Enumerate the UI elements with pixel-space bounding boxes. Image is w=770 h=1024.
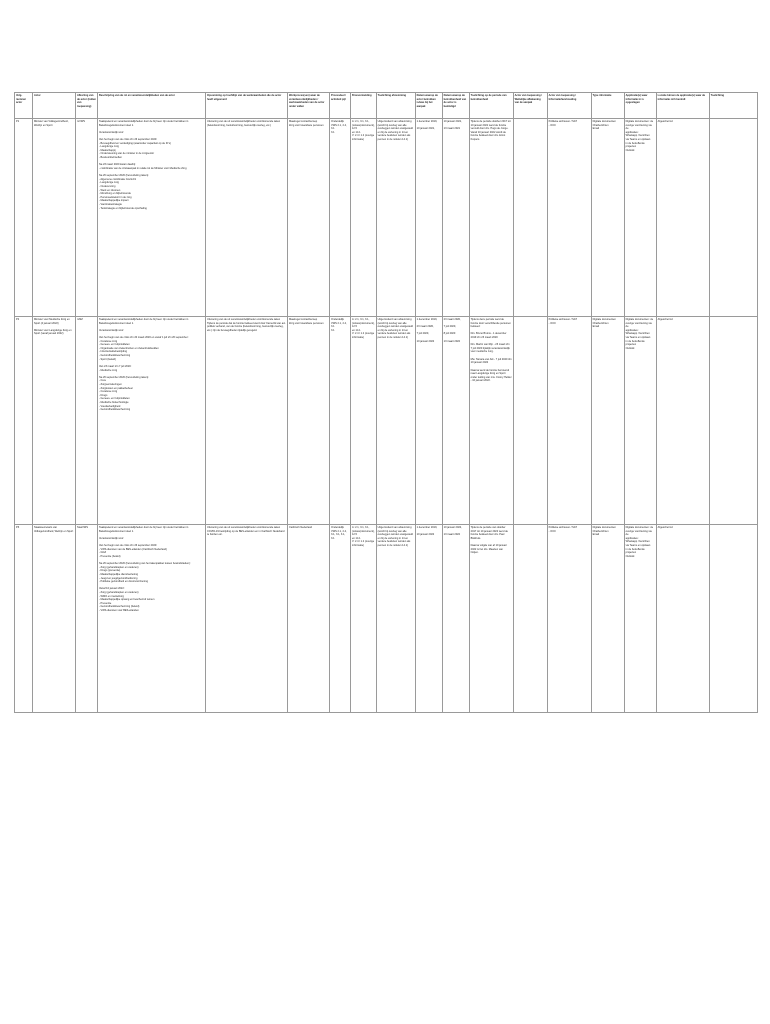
cell-line: - Personeelstekort in de zorg [99, 195, 132, 199]
cell-line: Staatssecretaris van Volksgezondheid, Welzijn en Sport [34, 526, 74, 533]
period-cell [469, 119, 513, 317]
table-row [15, 525, 758, 713]
source-cell [351, 525, 377, 713]
cell-line: overige voorziening via de [625, 321, 652, 329]
end-date-cell [442, 525, 469, 713]
cell-line: Outlook [625, 346, 635, 350]
cell-line: - Bestuursbehoeften [99, 156, 122, 160]
cell-line: Email [592, 127, 600, 131]
cell-line: overige voorziening via de [625, 529, 652, 537]
cell-line: - Teststrategie en bijbehorende opschaling [99, 206, 147, 210]
cell-line: - Werk en inkomen [99, 188, 121, 192]
cell-line: Email [592, 533, 600, 537]
cell-line: VWS 2.1, 2.4, [331, 123, 347, 127]
cell-line: en 14.1 [352, 536, 361, 540]
cell-line: - Curatieve zorg [99, 339, 118, 343]
cell-line: - Maatschappelijke impact [99, 199, 129, 203]
cell-line: Na 26 september 2020 (herverdeling taken): [99, 174, 149, 178]
period-cell [469, 525, 513, 713]
cell-line: Uitgezonderd van afstemming (wordt bij overleg van alle overleggen worden vastgesteld en bij de verlening in 14 en verdere besluiten worden als pennen in de notulen 14.1) [377, 318, 413, 340]
cell-line: Digitale documenten [592, 318, 616, 321]
role-cell [98, 119, 206, 317]
role-cell [98, 525, 206, 713]
cell-line: Uitvoering van de uit verantwoordelijkheden voortkomende taken [207, 318, 281, 321]
header-cell: Bronvermelding [351, 93, 377, 119]
cell-line: - Vaccinatiestrategie [99, 203, 122, 207]
cell-line [515, 318, 546, 322]
cell-line: 3.1 [331, 130, 335, 134]
cell-line: 3.1 [331, 325, 335, 329]
cell-line: Van het begin van de crisis t/m 26 september 2020: [99, 544, 157, 548]
cell-line: - Zorg (gehandicapten en ouderen) [99, 590, 139, 594]
cell-line: Verantwoordelijk voor: [99, 130, 125, 134]
cell-line: projecten [625, 551, 637, 555]
header-row [15, 93, 758, 119]
cell-line: Van het begin van de crisis t/m 26 september 2020: [99, 138, 157, 142]
period-cell [469, 317, 513, 525]
cell-line: Na 23 maart 2020 kwam daarbij: [99, 163, 136, 167]
cell-line: - Preventie (beleid) [99, 554, 121, 558]
info-management-cell [547, 317, 591, 525]
header-cell: Opsomming op hoofdlijn van de werkzaamheden die de actor heeft uitgevoerd [206, 93, 288, 119]
header-cell: Actor [33, 93, 76, 119]
info-type-cell [591, 317, 624, 525]
abbreviation-cell: mMZ [76, 317, 98, 525]
cell-line: Minister voor Langdurige Zorg en Sport (vanaf januari 2022) [34, 328, 72, 336]
cell-line: Taakspelend en verantwoordelijkheden door de bij heen zijn ouder betrokken in Beleidsregelsdocument deel 1. [99, 526, 189, 533]
cell-line: Chatberichten [592, 321, 609, 325]
cell-line: - Organisatie van ziekenhuizen en ziekenhuisbedden [99, 346, 159, 350]
header-cell: Werkproces(sen) waar de verantwoordelijkheden / werkzaamheden van de actor onder vallen [288, 93, 330, 119]
cell-line: - Maatschappelijke opvang en beschermd wonen [99, 598, 155, 602]
cell-line: - Voedselveiligheid [99, 404, 121, 408]
start-date-cell [415, 317, 442, 525]
note-cell [709, 525, 757, 713]
cell-line: via Teams en opslaan [625, 138, 651, 142]
actor-cell [33, 317, 76, 525]
cell-line: Afgeschermd [657, 318, 673, 321]
cell-line: 7 juli 2020, [443, 325, 456, 329]
coordination-cell [376, 119, 415, 317]
cell-line: 13 maart 2021 [443, 127, 461, 131]
cell-line: - Ouderenzorg [99, 184, 116, 188]
cell-line: projecten [625, 145, 637, 149]
process-cell [288, 525, 330, 713]
abbreviation-cell: StasVWS [76, 525, 98, 713]
cell-line: Uitvoering van de uit verantwoordelijkheden voortkomende taken (beleidsvorming, besluitvorming, bestuurlijk overleg, etc.) [207, 120, 281, 127]
cell-line: - Maatschappelijke dienstverlening [99, 572, 139, 576]
cell-line: - Genees- en hulpmiddelen [99, 397, 130, 401]
cell-line: - Bevoegdheid en verdediging (waaronder capaciteit op de IC's) [99, 141, 171, 145]
cell-line: - Drugs (preventie) [99, 569, 121, 573]
cell-line: Digitale documenten [592, 120, 616, 123]
cell-line [711, 120, 756, 124]
cell-line: Whatsapp / berichten [625, 332, 650, 336]
cell-line: 3.1 [331, 127, 335, 131]
header-cell: Datum waarop de betrokkenheid van de actor is beëindigd [442, 93, 469, 119]
cell-line: overige voorziening via de [625, 123, 652, 131]
header-cell: Toelichting afstemming [376, 93, 415, 119]
cell-line: - Medische zorg [99, 368, 118, 372]
cell-line: VWS 2.1, 2.4, [331, 321, 347, 325]
cell-line [711, 526, 756, 530]
cell-line: - Algemene coördinatie Covid-19 [99, 177, 136, 181]
cell-line: - OCC [548, 123, 556, 127]
cell-line: Maatregel contactberoep [289, 120, 318, 123]
cell-line: Chatberichten [592, 529, 609, 533]
cell-line: Outlook [625, 148, 635, 152]
cell-line: A: 2.1, 3.1, 3.1, (ontwerpdocument), 12.5 [352, 318, 375, 329]
cell-line [515, 526, 546, 530]
cell-line: V: 2.4 / 1.2 (overige informatie) [352, 332, 375, 340]
cell-line: - Medische biotechnologie [99, 401, 129, 405]
cell-line: Minister voor Medische Zorg en Sport (4 januari 2022) [34, 318, 70, 325]
number-cell: P1 [15, 119, 33, 317]
header-cell: Beschrijving van de rol en verantwoordelijkheden van de actor [98, 93, 206, 119]
cell-line: 13 maart 2022 [443, 533, 461, 537]
applications-cell [624, 525, 656, 713]
cell-line: - Zorgkosten en pakketbeheer [99, 386, 133, 390]
location-cell [656, 317, 709, 525]
cell-line: - Langdurige zorg [99, 145, 119, 149]
cell-line: - Jeugd en jeugdgezondheidszorg [99, 576, 138, 580]
cell-line: Maatregel contactberoep [289, 318, 318, 321]
process-part-cell [330, 119, 351, 317]
cell-line: Uitgezonderd van afstemming (wordt bij overleg van alle overleggen worden vastgesteld en bij de verlening in 14 en verdere besluiten worden als pennen in de notulen 14.1) [377, 526, 413, 548]
cell-line: Van 23 maart t/m 7 juli 2020: [99, 364, 132, 368]
cell-line: in de betreffende [625, 547, 645, 551]
cell-line: - Cure [99, 379, 107, 383]
location-cell [656, 525, 709, 713]
cell-line: Vanaf 10 januari 2022: [99, 587, 125, 591]
cell-line: Van het begin van de crisis t/m 20 maart 2020 en vanaf 1 juli t/m 26 september: [99, 336, 189, 340]
cell-line: Politieke archieven / SAT [548, 120, 577, 123]
cell-line: - Langdurige zorg [99, 181, 119, 185]
cell-line: - WMO en mantelzorg [99, 594, 124, 598]
coordination-cell [376, 525, 415, 713]
cell-line: Digitale documenten [592, 526, 616, 529]
cell-line: Mw. Tamara van Ark - 7 juli 2020 t/m 10 januari 2022 [470, 357, 512, 365]
cell-line: Minister van Volksgezondheid, Welzijn en Sport [34, 120, 69, 127]
cell-line: 10 januari 2022 [416, 339, 435, 343]
cell-line: 10 januari 2022 [416, 533, 435, 537]
actor-cell [33, 525, 76, 713]
cell-line [711, 318, 756, 322]
cell-line: Email [592, 325, 600, 329]
cell-line: Onderdelijk [331, 318, 344, 321]
cell-line: 10 januari 2022, [443, 526, 462, 529]
cell-line: via Teams en opslaan [625, 544, 651, 548]
start-date-cell [415, 525, 442, 713]
cell-line: 23 maart 2020, [416, 325, 434, 329]
cell-line: Daarna volgde van af 10 januari 2022 is het drs. Maarten van Ooijen. [470, 544, 507, 555]
cell-line: Onderdelijk [331, 120, 344, 123]
cell-line: Whatsapp / berichten [625, 540, 650, 544]
cell-line: Uitgezonderd van afstemming (wordt bij overleg van alle overleggen worden vastgesteld en bij de verlening in 14 en verdere besluiten worden als pennen in de notulen 14.1) [377, 120, 413, 142]
cell-line: Digitale documenten: de [625, 120, 654, 123]
cell-line: projecten [625, 343, 637, 347]
cell-line: 10 januari 2021, [416, 127, 435, 131]
info-management-cell [547, 119, 591, 317]
cell-line: Taakspelend en verantwoordelijkheden door de bij heen zijn ouder betrokken in Beleidsregelsdocument deel 1. [99, 318, 189, 325]
role-cell [98, 317, 206, 525]
cell-line: Afgeschermd [657, 526, 673, 529]
legal-scope-cell [513, 119, 547, 317]
header-cell: Volg-nummer actor [15, 93, 33, 119]
legal-scope-cell [513, 317, 547, 525]
cell-line: - Genees- en hulpmiddelen [99, 343, 130, 347]
header-cell: Type informatie [591, 93, 624, 119]
cell-line: V: 2.4 / 1.2 (overige informatie) [352, 134, 375, 142]
cell-line: - VWS-diensten van de BES-eilanden (Caribisch Nederland) [99, 547, 167, 551]
actor-table [14, 92, 758, 713]
cell-line: V: 2.4 / 1.2 (overige informatie) [352, 540, 375, 548]
end-date-cell [442, 317, 469, 525]
table-row [15, 317, 758, 525]
legal-scope-cell [513, 525, 547, 713]
cell-line: Caribisch Nederland [289, 526, 313, 529]
actor-cell [33, 119, 76, 317]
cell-line: 3.1 [331, 328, 335, 332]
number-cell: P3 [15, 525, 33, 713]
cell-line: Digitale documenten: de [625, 526, 654, 529]
location-cell [656, 119, 709, 317]
cell-line: Na 26 september 2020 (herverdeling taken): [99, 375, 149, 379]
process-part-cell [330, 317, 351, 525]
cell-line: 23 maart 2020, [443, 318, 461, 321]
cell-line: - Zorgverzekeringen [99, 382, 122, 386]
cell-line: 1 december 2019, [416, 318, 438, 321]
cell-line: Afgeschermd [657, 120, 673, 123]
cell-line: - OCC [548, 321, 556, 325]
header-cell: Actor van toepassing / Informatiehuishouding [547, 93, 591, 119]
cell-line: Whatsapp / berichten [625, 134, 650, 138]
header-cell: Actor van toepassing / Wettelijke afbakening van de aanpak [513, 93, 547, 119]
cell-line: - Zorg (gehandicapten en ouderen) [99, 565, 139, 569]
cell-line: en 14.1 [352, 328, 361, 332]
process-part-cell [330, 525, 351, 713]
cell-line: A: 2.1, 3.1, 3.1, (ontwerpdocument), 12.5 [352, 120, 375, 131]
cell-line: - Gezondheidsbescherming [99, 354, 131, 358]
number-cell: P2 [15, 317, 33, 525]
cell-line: COVID-19 bestrijding op de BES-eilanden en in Caribisch Nederland te borden etc. [207, 529, 285, 537]
cell-line: - coördinatie van de crisisaanpak in relatie tot de Minister voor Medische Zorg [99, 166, 187, 170]
start-date-cell [415, 119, 442, 317]
cell-line: - Preventie [99, 601, 112, 605]
cell-line: Drs. Martin van Rijn - 23 maart t/m 7 juli 2020 tijdelijk verantwoordelijk voor medische zorg. [470, 343, 510, 354]
cell-line: Outlook [625, 554, 635, 558]
header-cell: Toelichting [709, 93, 757, 119]
cell-line: applicaties: [625, 130, 639, 134]
cell-line: en 14.1 [352, 130, 361, 134]
cell-line: Na 26 september 2020 (herverdeling van het takenpakket tussen bewindslieden): [99, 562, 191, 566]
cell-line: - Drugs [99, 393, 108, 397]
cell-line: 13 maart 2022 [443, 339, 461, 343]
cell-line: Zorg voor kwetsbare personen [289, 123, 324, 127]
cell-line: - VWS-diensten voor BES-eilanden [99, 609, 139, 613]
cell-line: VWS 2.1, 2.4, [331, 529, 347, 533]
cell-line: applicaties: [625, 328, 639, 332]
cell-line: Uitvoering van de uit verantwoordelijkheden voortkomende taken [207, 526, 281, 529]
header-cell: Applicatie(s) waar informatie in is opgeslagen [624, 93, 656, 119]
header-cell: Afkorting van de actor (indien van toepassing) [76, 93, 98, 119]
cell-line: Chatberichten [592, 123, 609, 127]
cell-line: - Infectieziektebestrijding [99, 350, 128, 354]
coordination-cell [376, 317, 415, 525]
cell-line: - Curatieve zorg [99, 390, 118, 394]
cell-line: 1 december 2019, [416, 120, 438, 123]
applications-cell [624, 119, 656, 317]
note-cell [709, 119, 757, 317]
cell-line: Politieke archieven / SAT [548, 318, 577, 321]
cell-line: 7 juli 2020, [416, 332, 429, 336]
cell-line: Digitale documenten: de [625, 318, 654, 321]
cell-line: Tijdens de periode dat de functie bekleed werd door Kamerlid van ad-politiek verband, van de functie (beleidsvorming, bestuurlijk overleg, etc.) zijn de bevoegdheden tijdelijk geregeld. [207, 321, 286, 332]
cell-line: Tijdens de periode van oktober 2017 tot 10 januari 2022 werd de functie bekleed door drs. Paul Blokhuis. [470, 526, 508, 540]
cell-line: 1 december 2019, [416, 526, 438, 529]
cell-line: Politieke archieven / SAT [548, 526, 577, 529]
cell-line: Drs. Bruno Bruins - 1 december 2019 t/m 23 maart 2020 [470, 332, 507, 340]
cell-line: - Gezondheidsbescherming [99, 408, 131, 412]
cell-line: Tijdens de periode oktober 2017 tot 10 januari 2021 werd de functie vervuld door drs. Hugo de Jonge. Vanaf 10 januari 2022 wordt de functie bekleed door drs. Ernst Kuipers. [470, 120, 511, 142]
cell-line: - Ondersteuning van de minister in de zorgsector [99, 152, 155, 156]
cell-line: Zorg voor kwetsbare personen [289, 321, 324, 325]
info-management-cell [547, 525, 591, 713]
tasks-cell [206, 317, 288, 525]
cell-line: in de betreffende [625, 141, 645, 145]
cell-line: 3.1, 3.1, 3.1, [331, 533, 346, 537]
note-cell [709, 317, 757, 525]
abbreviation-cell: mVWS [76, 119, 98, 317]
source-cell [351, 317, 377, 525]
cell-line: 8 juli 2020 [443, 332, 456, 336]
cell-line: via Teams en opslaan [625, 336, 651, 340]
header-cell: Toelichting op de periode van betrokkenheid [469, 93, 513, 119]
cell-line: - Sport (beleid) [99, 357, 116, 361]
cell-line: Verantwoordelijk voor: [99, 536, 125, 540]
cell-line: - Gezondheidsbescherming (beleid) [99, 605, 140, 609]
info-type-cell [591, 119, 624, 317]
cell-line: - GGZ [99, 551, 107, 555]
source-cell [351, 119, 377, 317]
table-row [15, 119, 758, 317]
header-cell: Procesdeel / activiteit pijl [330, 93, 351, 119]
header-cell: Datum waarop de actor betrokken is/was bij het aanpak [415, 93, 442, 119]
cell-line: - Mondzorg en bijbehorende [99, 192, 131, 196]
process-cell [288, 317, 330, 525]
cell-line: Taakspelend en verantwoordelijkheden door de bij heen zijn ouder betrokken in Beleidsregelsdocument deel 1. [99, 120, 189, 127]
cell-line: A: 2.1, 3.1, 3.1, (ontwerpdocument), 12.5 [352, 526, 375, 537]
cell-line: - Publieke gezondheid en donorvoorziening [99, 580, 148, 584]
info-type-cell [591, 525, 624, 713]
end-date-cell [442, 119, 469, 317]
cell-line: Tijdens deze periode werd de functie door verschillende personen bekleed: [470, 318, 511, 329]
tasks-cell [206, 525, 288, 713]
cell-line: - OCC [548, 529, 556, 533]
cell-line: - Maatschappij [99, 148, 116, 152]
applications-cell [624, 317, 656, 525]
tasks-cell [206, 119, 288, 317]
cell-line: in de betreffende [625, 339, 645, 343]
cell-line: 3.1 [331, 536, 335, 540]
cell-line: Verantwoordelijk voor: [99, 328, 125, 332]
cell-line: Onderdelijk [331, 526, 344, 529]
cell-line: 10 januari 2021, [443, 120, 462, 123]
cell-line: applicaties: [625, 536, 639, 540]
header-cell: Locatie binnen de applicatie(s) waar de informatie zich bevindt [656, 93, 709, 119]
process-cell [288, 119, 330, 317]
cell-line [515, 120, 546, 124]
cell-line: Daarna werd de functie hernoemd naar Langdurige Zorg en Sport onder leiding van mw. Conny Helder - 10 januari 2022. [470, 368, 512, 383]
